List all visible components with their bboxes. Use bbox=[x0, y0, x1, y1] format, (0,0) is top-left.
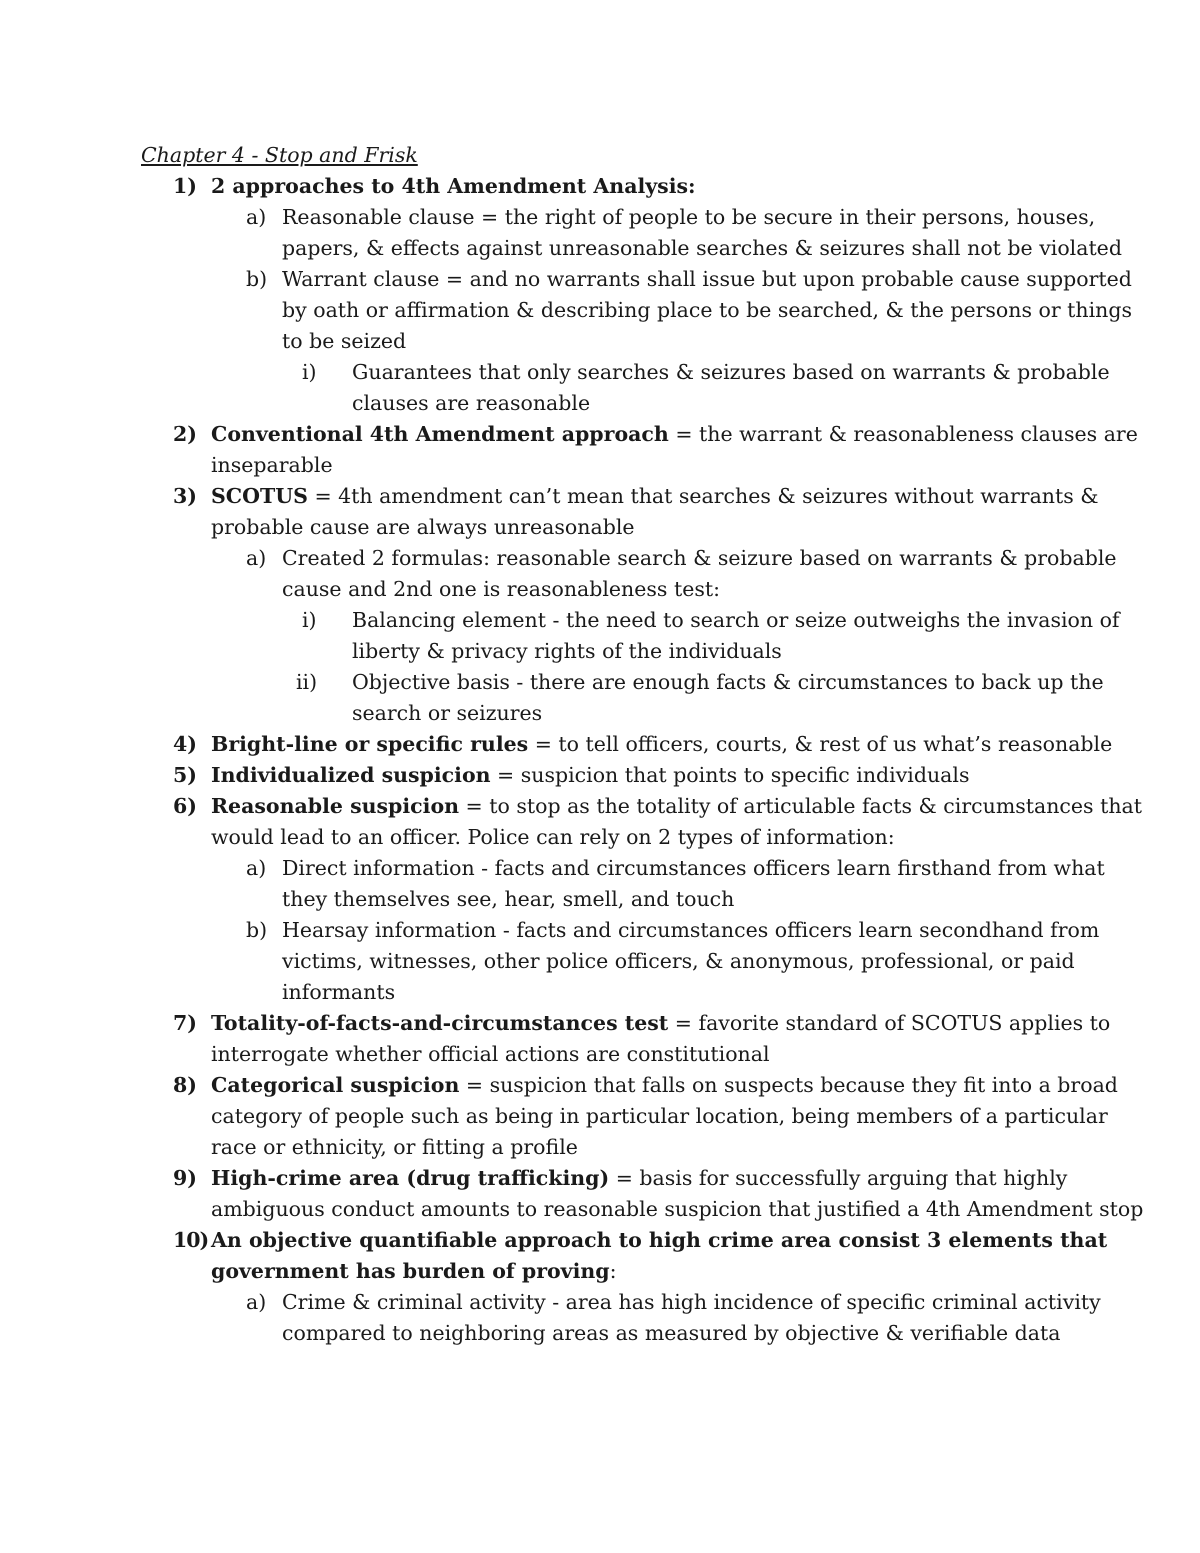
item-5-term: Individualized suspicion bbox=[211, 763, 491, 787]
item-2 bbox=[211, 419, 1138, 481]
item-2-line-2: inseparable bbox=[211, 453, 333, 477]
item-4-term: Bright-line or specific rules bbox=[211, 732, 529, 756]
item-6a-line-1: Direct information - facts and circumstances officers learn firsthand from what bbox=[282, 856, 1105, 880]
item-8-text: = suspicion that falls on suspects because they fit into a broad bbox=[459, 1073, 1118, 1097]
item-10-term-2: government has burden of proving bbox=[211, 1259, 610, 1283]
item-1b bbox=[282, 264, 1132, 357]
item-1a-line-2: papers, & effects against unreasonable searches & seizures shall not be violated bbox=[282, 236, 1122, 260]
item-3 bbox=[211, 481, 1099, 543]
item-3a-line-2: cause and 2nd one is reasonableness test: bbox=[282, 577, 720, 601]
item-1 bbox=[211, 171, 696, 202]
item-10a bbox=[282, 1287, 1101, 1349]
item-5-marker: 5) bbox=[173, 763, 197, 787]
item-8-line-2: category of people such as being in particular location, being members of a particular bbox=[211, 1104, 1108, 1128]
item-3aii-marker: ii) bbox=[296, 670, 318, 694]
item-4-marker: 4) bbox=[173, 732, 197, 756]
item-10 bbox=[211, 1225, 1107, 1287]
item-3-term: SCOTUS bbox=[211, 484, 308, 508]
item-1b-line-3: to be seized bbox=[282, 329, 407, 353]
item-3ai-line-2: liberty & privacy rights of the individuals bbox=[352, 639, 782, 663]
item-1bi-marker: i) bbox=[302, 360, 317, 384]
item-3aii bbox=[352, 667, 1104, 729]
item-10a-line-1: Crime & criminal activity - area has high incidence of specific criminal activity bbox=[282, 1290, 1101, 1314]
item-6a-line-2: they themselves see, hear, smell, and touch bbox=[282, 887, 735, 911]
item-6b-line-3: informants bbox=[282, 980, 396, 1004]
item-3aii-line-2: search or seizures bbox=[352, 701, 543, 725]
item-6-term: Reasonable suspicion bbox=[211, 794, 460, 818]
item-8-line-3: race or ethnicity, or fitting a profile bbox=[211, 1135, 578, 1159]
item-4 bbox=[211, 729, 1112, 760]
item-6b-marker: b) bbox=[246, 918, 268, 942]
item-1b-line-2: by oath or affirmation & describing place to be searched, & the persons or things bbox=[282, 298, 1133, 322]
item-1bi-line-2: clauses are reasonable bbox=[352, 391, 591, 415]
item-6a-marker: a) bbox=[246, 856, 267, 880]
item-9-marker: 9) bbox=[173, 1166, 197, 1190]
item-9-text: = basis for successfully arguing that highly bbox=[609, 1166, 1068, 1190]
item-6-line-2: would lead to an officer. Police can rely on 2 types of information: bbox=[211, 825, 895, 849]
item-6-text: = to stop as the totality of articulable facts & circumstances that bbox=[459, 794, 1142, 818]
item-10a-line-2: compared to neighboring areas as measured by objective & verifiable data bbox=[282, 1321, 1061, 1345]
item-1b-marker: b) bbox=[246, 267, 268, 291]
item-10-term: An objective quantifiable approach to high crime area consist 3 elements that bbox=[211, 1228, 1108, 1252]
item-8-marker: 8) bbox=[173, 1073, 197, 1097]
item-6b bbox=[282, 915, 1099, 1008]
item-7 bbox=[211, 1008, 1110, 1070]
item-8 bbox=[211, 1070, 1118, 1163]
item-2-term: Conventional 4th Amendment approach bbox=[211, 422, 669, 446]
item-1-marker: 1) bbox=[173, 174, 197, 198]
item-1a-line-1: Reasonable clause = the right of people to be secure in their persons, houses, bbox=[282, 205, 1096, 229]
item-1bi-line-1: Guarantees that only searches & seizures based on warrants & probable bbox=[352, 360, 1110, 384]
item-9-term: High-crime area (drug trafficking) bbox=[211, 1166, 610, 1190]
item-10-colon: : bbox=[609, 1259, 617, 1283]
item-6-marker: 6) bbox=[173, 794, 197, 818]
item-3a-line-1: Created 2 formulas: reasonable search & seizure based on warrants & probable bbox=[282, 546, 1117, 570]
item-3ai bbox=[352, 605, 1120, 667]
item-5-text: = suspicion that points to specific individuals bbox=[490, 763, 970, 787]
item-4-text: = to tell officers, courts, & rest of us what’s reasonable bbox=[528, 732, 1113, 756]
item-3ai-marker: i) bbox=[302, 608, 317, 632]
item-8-term: Categorical suspicion bbox=[211, 1073, 460, 1097]
item-6b-line-1: Hearsay information - facts and circumstances officers learn secondhand from bbox=[282, 918, 1100, 942]
item-1a bbox=[282, 202, 1122, 264]
item-7-marker: 7) bbox=[173, 1011, 197, 1035]
item-2-text: = the warrant & reasonableness clauses are bbox=[668, 422, 1138, 446]
item-3-line-2: probable cause are always unreasonable bbox=[211, 515, 635, 539]
item-1a-marker: a) bbox=[246, 205, 267, 229]
page-title: Chapter 4 - Stop and Frisk bbox=[141, 143, 418, 167]
item-3a-marker: a) bbox=[246, 546, 267, 570]
item-6a bbox=[282, 853, 1105, 915]
item-3a bbox=[282, 543, 1117, 605]
item-6b-line-2: victims, witnesses, other police officers, & anonymous, professional, or paid bbox=[282, 949, 1075, 973]
item-7-line-2: interrogate whether official actions are constitutional bbox=[211, 1042, 770, 1066]
item-3-marker: 3) bbox=[173, 484, 197, 508]
item-7-text: = favorite standard of SCOTUS applies to bbox=[668, 1011, 1111, 1035]
item-2-marker: 2) bbox=[173, 422, 197, 446]
item-7-term: Totality-of-facts-and-circumstances test bbox=[211, 1011, 669, 1035]
item-6 bbox=[211, 791, 1142, 853]
item-9-line-2: ambiguous conduct amounts to reasonable suspicion that justified a 4th Amendment stop bbox=[211, 1197, 1144, 1221]
item-1bi bbox=[352, 357, 1110, 419]
item-10-marker: 10) bbox=[173, 1228, 209, 1252]
item-1-term: 2 approaches to 4th Amendment Analysis: bbox=[211, 174, 696, 198]
item-3aii-line-1: Objective basis - there are enough facts & circumstances to back up the bbox=[352, 670, 1104, 694]
item-1b-line-1: Warrant clause = and no warrants shall issue but upon probable cause supported bbox=[282, 267, 1132, 291]
item-3ai-line-1: Balancing element - the need to search or seize outweighs the invasion of bbox=[352, 608, 1120, 632]
item-9 bbox=[211, 1163, 1143, 1225]
item-5 bbox=[211, 760, 969, 791]
item-10a-marker: a) bbox=[246, 1290, 267, 1314]
item-3-text: = 4th amendment can’t mean that searches & seizures without warrants & bbox=[307, 484, 1099, 508]
